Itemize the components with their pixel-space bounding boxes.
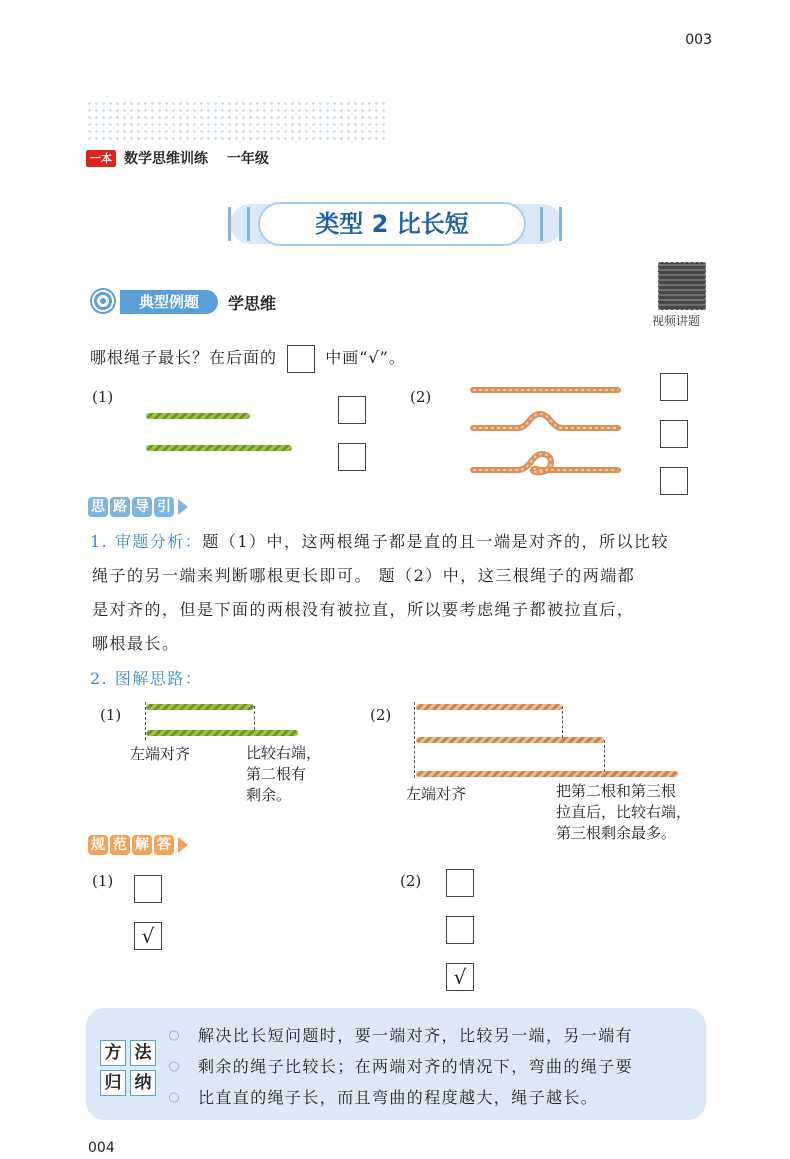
method-line-3: 比直直的绳子长，而且弯曲的程度越大，绳子越长。 [198,1088,599,1107]
answer-1-box-2[interactable] [134,922,162,950]
qr-caption: 视频讲题 [652,314,701,328]
answer-label-char-3: 解 [132,835,152,855]
diagram-2-guide-2 [604,740,605,772]
rope-q1-long [146,445,292,451]
diagram-2-rope-3 [416,771,678,777]
guide-item-1-text-1: 题（1）中，这两根绳子都是直的且一端是对齐的，所以比较 [202,532,670,551]
diagram-1-rope-bottom [146,730,298,736]
method-label-char-2: 法 [130,1040,156,1066]
guide-item-1-label: 1. 审题分析： [90,532,203,551]
guide-item-2-label: 2. 图解思路： [90,669,203,688]
diagram-1-right-note [246,743,321,806]
diagram-1-left-note: 左端对齐 [130,745,191,763]
grade-text: 一年级 [226,151,269,167]
guide-label-char-1: 思 [88,497,108,517]
answer-1-box-1[interactable] [134,875,162,903]
diagram-2-guide-1 [562,706,563,738]
method-line-2: 剩余的绳子比较长；在两端对齐的情况下，弯曲的绳子要 [198,1057,634,1076]
method-label [100,1040,156,1096]
page-number-top: 003 [685,32,712,48]
answer-2-box-2[interactable] [446,916,474,944]
diagram-2-rope-2 [416,737,604,743]
book-title-text: 数学思维训练 [124,151,208,167]
guide-item-1-line-1 [90,525,710,559]
qr-code-icon[interactable] [658,262,706,310]
check-mark-icon: √ [453,965,467,989]
answer-2-box-3[interactable] [446,963,474,991]
answer-2-label: (2) [400,872,422,890]
answer-box-q1-2[interactable] [338,443,366,471]
book-title [124,148,269,168]
diagram-2-rope-1 [416,704,562,710]
answer-box-q2-2[interactable] [660,420,688,448]
method-label-char-1: 方 [100,1040,126,1066]
example-badge: 典型例题 [120,290,218,314]
dot-pattern [86,100,386,142]
ropes-q2 [468,378,628,488]
diagram-2-label: (2) [370,706,392,724]
method-line-1: 解决比长短问题时，要一端对齐，比较另一端，另一端有 [198,1026,634,1045]
answer-arrow-icon [178,837,188,853]
diagram-2-right-note-3: 第三根剩余最多。 [556,824,677,842]
method-label-char-3: 归 [100,1070,126,1096]
guide-label-char-3: 导 [132,497,152,517]
diagram-1-right-note-1: 比较右端， [246,744,322,762]
target-icon [90,288,116,314]
diagram-2-left-note: 左端对齐 [406,785,467,803]
question-inline-box [287,345,315,373]
guide-item-1 [90,525,710,661]
answer-1-label: (1) [92,872,114,890]
book-logo: 一本 [86,150,116,167]
check-mark-icon: √ [141,924,155,948]
question-after: 中画“√”。 [325,348,406,367]
method-text [198,1020,698,1113]
method-divider [168,1020,188,1112]
answer-2-box-1[interactable] [446,869,474,897]
method-label-line-2 [100,1070,156,1096]
guide-item-1-line-2: 绳子的另一端来判断哪根更长即可。 题（2）中，这三根绳子的两端都 [92,566,636,585]
diagram-1-right-note-2: 第二根有 [246,765,307,783]
diagram-2-right-note [556,781,691,844]
diagram-1-right-guide [254,706,255,730]
question-before: 哪根绳子最长？在后面的 [90,348,278,367]
diagram-1-rope-top [146,704,254,710]
q-part-2-label: (2) [410,388,432,406]
diagram-2-right-note-2: 拉直后，比较右端， [556,803,692,821]
answer-box-q1-1[interactable] [338,396,366,424]
method-label-line-1 [100,1040,156,1066]
diagram-1-right-note-3: 剩余。 [246,786,292,804]
guide-label [88,497,176,517]
answer-label [88,835,176,855]
answer-label-char-1: 规 [88,835,108,855]
section-title-bar-right [540,207,562,241]
rope-q1-short [146,413,250,419]
diagram-2-left-guide [414,702,415,778]
answer-label-char-4: 答 [154,835,174,855]
guide-item-1-line-4: 哪根最长。 [92,634,180,653]
section-title: 类型 2 比长短 [315,210,469,238]
section-title-bar-left [228,207,250,241]
answer-box-q2-3[interactable] [660,467,688,495]
method-label-char-4: 纳 [130,1070,156,1096]
page-number-bottom: 004 [88,1140,115,1156]
question-text [90,344,406,373]
guide-item-1-line-3: 是对齐的，但是下面的两根没有被拉直，所以要考虑绳子都被拉直后， [92,600,635,619]
answer-label-char-2: 范 [110,835,130,855]
example-subtitle: 学思维 [228,294,277,313]
guide-arrow-icon [178,499,188,515]
answer-box-q2-1[interactable] [660,373,688,401]
diagram-2-right-note-1: 把第二根和第三根 [556,782,677,800]
guide-label-char-4: 引 [154,497,174,517]
q-part-1-label: (1) [92,388,114,406]
diagram-1-label: (1) [100,706,122,724]
guide-label-char-2: 路 [110,497,130,517]
